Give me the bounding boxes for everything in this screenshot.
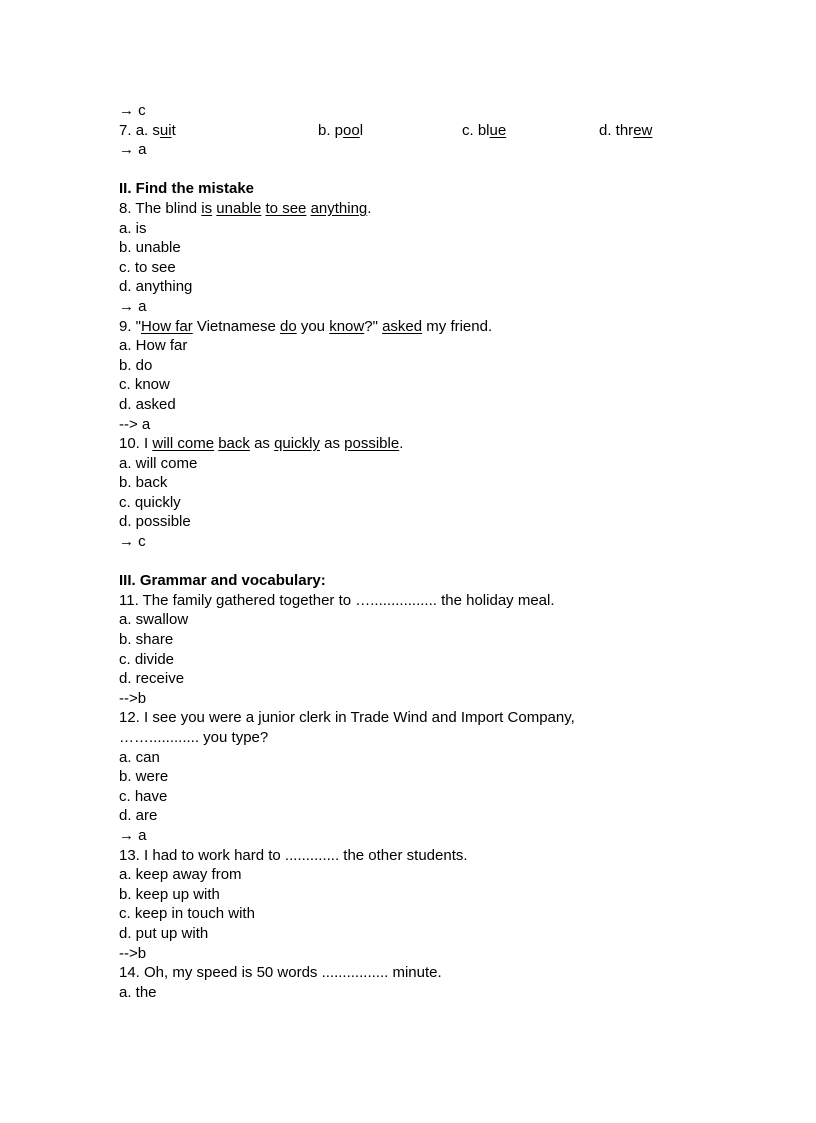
option-b: b. keep up with — [119, 885, 220, 903]
option-d: d. anything — [119, 278, 193, 296]
document-page — [119, 101, 739, 1002]
question-9: 9. "How far Vietnamese do you know?" asked my friend. — [119, 317, 493, 335]
option-a: a. swallow — [119, 611, 189, 629]
answer-line: -->b — [119, 689, 147, 707]
option-d: d. asked — [119, 395, 176, 413]
option-b: b. back — [119, 474, 168, 492]
option-c: c. know — [119, 376, 170, 394]
option-d: d. put up with — [119, 924, 209, 942]
answer-line: → c — [119, 102, 146, 119]
option-c: c. to see — [119, 258, 176, 276]
answer-line: → a — [119, 297, 147, 315]
option-b: b. do — [119, 356, 153, 374]
option-b: b. unable — [119, 239, 181, 257]
section-heading: II. Find the mistake — [119, 180, 255, 198]
option-c: c. divide — [119, 650, 175, 668]
option-a: a. will come — [119, 454, 198, 472]
option-c: c. blue — [462, 121, 507, 139]
question-13: 13. I had to work hard to ............. the other students. — [119, 846, 468, 864]
option-a: a. is — [119, 219, 147, 237]
question-8: 8. The blind is unable to see anything. — [119, 199, 372, 217]
option-c: c. keep in touch with — [119, 905, 255, 923]
answer-line: → c — [119, 533, 146, 551]
question-12: 12. I see you were a junior clerk in Trade Wind and Import Company, — [119, 709, 575, 727]
question-14: 14. Oh, my speed is 50 words ................ minute. — [119, 964, 442, 982]
option-b: b. were — [119, 768, 169, 786]
option-c: c. quickly — [119, 493, 181, 511]
option-b: b. pool — [318, 121, 364, 139]
answer-line: → a — [119, 826, 147, 844]
option-d: d. threw — [599, 121, 653, 139]
answer-line: → a — [119, 141, 147, 159]
option-a: a. How far — [119, 337, 188, 355]
option-d: d. are — [119, 807, 158, 825]
option-b: b. share — [119, 631, 174, 649]
option-a: 7. a. suit — [119, 121, 176, 139]
question-7 — [119, 121, 739, 141]
option-c: c. have — [119, 787, 168, 805]
answer-line: -->b — [119, 944, 147, 962]
question-12-continuation: ……............ you type? — [119, 729, 269, 746]
option-d: d. receive — [119, 670, 185, 688]
option-a: a. the — [119, 983, 157, 1001]
question-11: 11. The family gathered together to …................ the holiday meal. — [119, 591, 555, 609]
section-heading: III. Grammar and vocabulary: — [119, 572, 326, 590]
option-a: a. can — [119, 748, 160, 766]
answer-line: --> a — [119, 415, 151, 433]
option-a: a. keep away from — [119, 866, 242, 884]
question-10: 10. I will come back as quickly as possible. — [119, 435, 404, 453]
option-d: d. possible — [119, 513, 191, 531]
